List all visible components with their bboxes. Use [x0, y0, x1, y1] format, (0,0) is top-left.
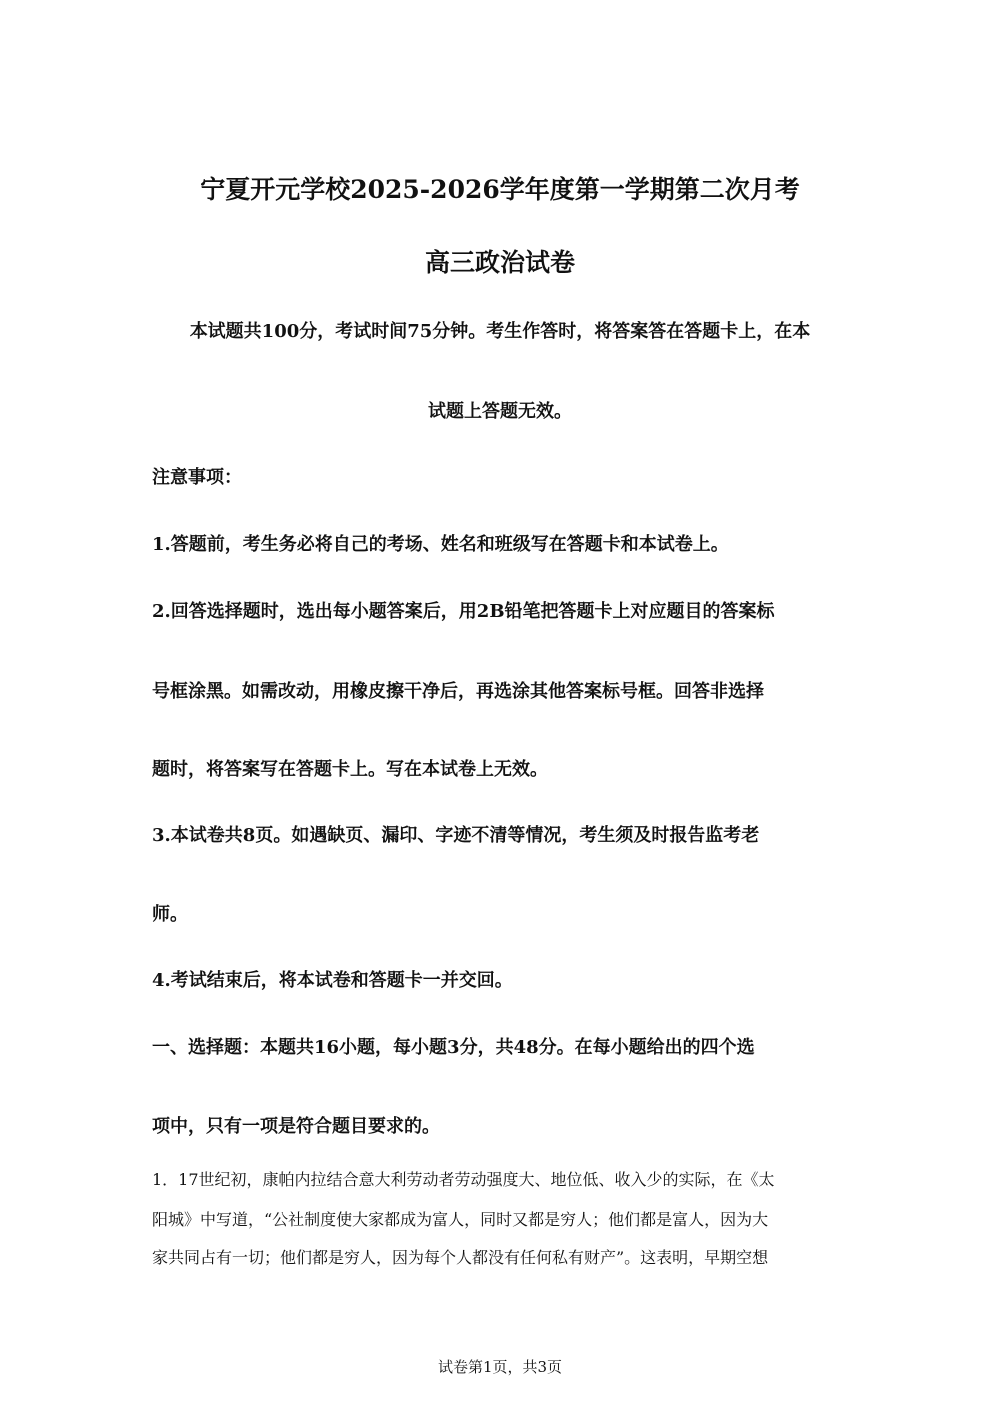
notice-item-4: 4.考试结束后，将本试卷和答题卡一并交回。: [152, 970, 513, 991]
section-heading-line-2: 项中，只有一项是符合题目要求的。: [152, 1116, 440, 1137]
page-footer: 试卷第1页，共3页: [437, 1358, 563, 1376]
exam-subtitle: 高三政治试卷: [424, 248, 575, 277]
notice-item-3-line-2: 师。: [152, 904, 188, 925]
notice-item-2-line-3: 题时，将答案写在答题卡上。写在本试卷上无效。: [152, 759, 548, 780]
notice-heading: 注意事项：: [152, 467, 242, 488]
notice-item-3-line-1: 3.本试卷共8页。如遇缺页、漏印、字迹不清等情况，考生须及时报告监考老: [152, 825, 760, 846]
intro-line-1: 本试题共100分，考试时间75分钟。考生作答时，将答案答在答题卡上，在本: [189, 321, 811, 342]
notice-item-1: 1.答题前，考生务必将自己的考场、姓名和班级写在答题卡和本试卷上。: [152, 534, 729, 555]
notice-item-2-line-2: 号框涂黑。如需改动，用橡皮擦干净后，再选涂其他答案标号框。回答非选择: [152, 681, 764, 702]
intro-line-2: 试题上答题无效。: [428, 401, 572, 422]
question-1-line-3: 家共同占有一切；他们都是穷人，因为每个人都没有任何私有财产”。这表明，早期空想: [152, 1248, 769, 1267]
question-1-line-2: 阳城》中写道，“公社制度使大家都成为富人，同时又都是穷人；他们都是富人，因为大: [152, 1210, 769, 1229]
notice-item-2-line-1: 2.回答选择题时，选出每小题答案后，用2B铅笔把答题卡上对应题目的答案标: [152, 601, 775, 622]
section-heading-line-1: 一、选择题：本题共16小题，每小题3分，共48分。在每小题给出的四个选: [152, 1037, 755, 1058]
question-1-line-1: 1．17世纪初，康帕内拉结合意大利劳动者劳动强度大、地位低、收入少的实际，在《太: [152, 1170, 775, 1189]
exam-title: 宁夏开元学校2025-2026学年度第一学期第二次月考: [200, 175, 800, 204]
